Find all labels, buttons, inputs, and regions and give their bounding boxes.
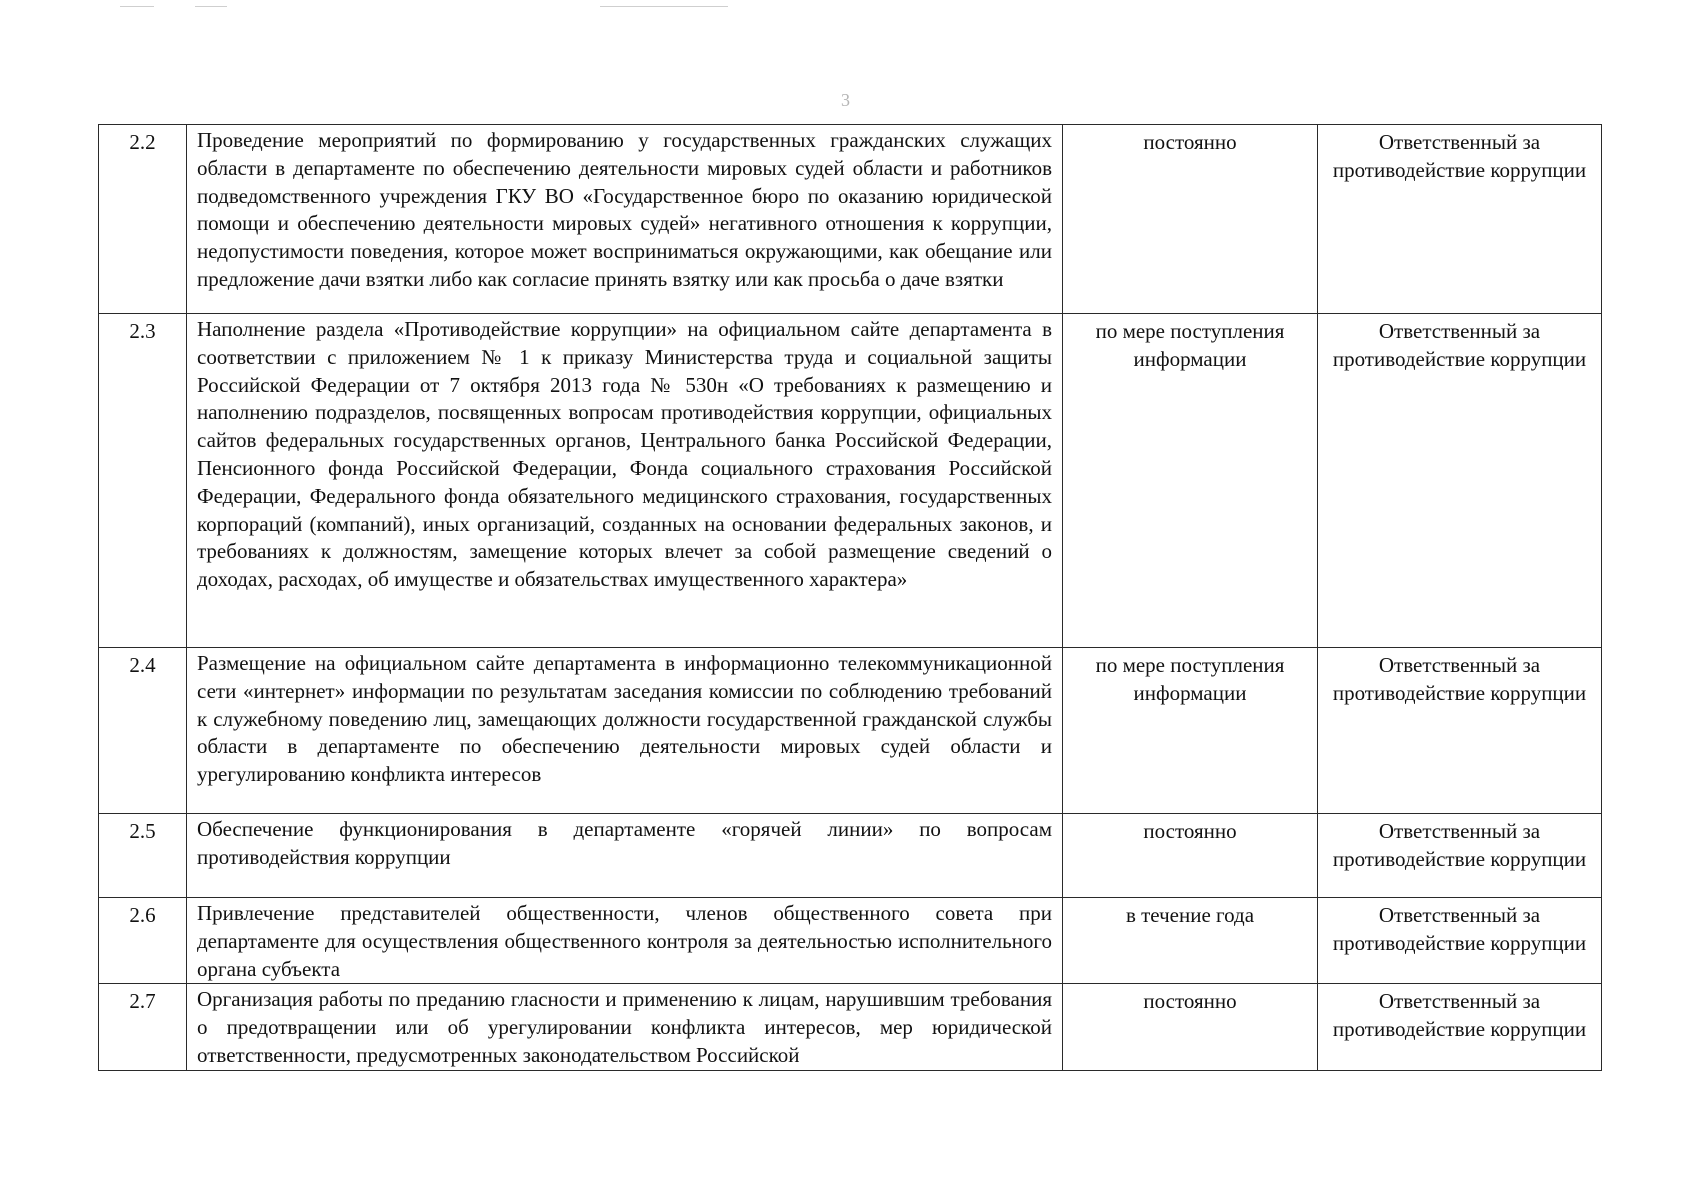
scan-artifact-lines <box>120 6 820 8</box>
table-row <box>99 125 1602 314</box>
measure-term: постоянно <box>1063 984 1318 1070</box>
measure-description: Организация работы по преданию гласности и применению к лицам, нарушившим требования о предотвращении или об урегулировании конфликта интересов, мер юридической ответственности, предусмотренных законодательством Российской <box>187 984 1063 1070</box>
row-number: 2.7 <box>99 984 187 1070</box>
row-number: 2.5 <box>99 814 187 898</box>
measure-responsible: Ответственный за противодействие коррупции <box>1318 314 1602 648</box>
measure-term: по мере поступления информации <box>1063 314 1318 648</box>
measure-responsible: Ответственный за противодействие коррупции <box>1318 814 1602 898</box>
row-number: 2.2 <box>99 125 187 314</box>
table-row <box>99 984 1602 1070</box>
row-number: 2.3 <box>99 314 187 648</box>
table-row <box>99 814 1602 898</box>
measure-term: постоянно <box>1063 125 1318 314</box>
measure-description: Привлечение представителей общественности, членов общественного совета при департаменте для осуществления общественного контроля за деятельностью исполнительного органа субъекта <box>187 898 1063 984</box>
table-row <box>99 898 1602 984</box>
row-number: 2.6 <box>99 898 187 984</box>
table-row <box>99 314 1602 648</box>
table-row <box>99 648 1602 814</box>
measure-responsible: Ответственный за противодействие коррупции <box>1318 984 1602 1070</box>
measure-term: постоянно <box>1063 814 1318 898</box>
measure-term: в течение года <box>1063 898 1318 984</box>
measure-responsible: Ответственный за противодействие коррупции <box>1318 648 1602 814</box>
measure-description: Размещение на официальном сайте департамента в информационно телекоммуникационной сети «интернет» информации по результатам заседания комиссии по соблюдению требований к служебному поведению лиц, замещающих должности государственной гражданской службы области в департаменте по обеспечению деятельности мировых судей области и урегулированию конфликта интересов <box>187 648 1063 814</box>
page-number: 3 <box>841 90 850 110</box>
measure-description: Проведение мероприятий по формированию у государственных гражданских служащих области в департаменте по обеспечению деятельности мировых судей области и работников подведомственного учреждения ГКУ ВО «Государственное бюро по оказанию юридической помощи и обеспечению деятельности мировых судей» негативного отношения к коррупции, недопустимости поведения, которое может восприниматься окружающими, как обещание или предложение дачи взятки либо как согласие принять взятку или как просьба о даче взятки <box>187 125 1063 314</box>
measure-responsible: Ответственный за противодействие коррупции <box>1318 898 1602 984</box>
measures-table <box>98 124 1602 1071</box>
measure-description: Обеспечение функционирования в департаменте «горячей линии» по вопросам противодействия коррупции <box>187 814 1063 898</box>
measure-responsible: Ответственный за противодействие коррупции <box>1318 125 1602 314</box>
row-number: 2.4 <box>99 648 187 814</box>
measure-description: Наполнение раздела «Противодействие коррупции» на официальном сайте департамента в соответствии с приложением № 1 к приказу Министерства труда и социальной защиты Российской Федерации от 7 октября 2013 года № 530н «О требованиях к размещению и наполнению подразделов, посвященных вопросам противодействия коррупции, официальных сайтов федеральных государственных органов, Центрального банка Российской Федерации, Пенсионного фонда Российской Федерации, Фонда социального страхования Российской Федерации, Федерального фонда обязательного медицинского страхования, государственных корпораций (компаний), иных организаций, созданных на основании федеральных законов, и требованиях к должностям, замещение которых влечет за собой размещение сведений о доходах, расходах, об имуществе и обязательствах имущественного характера» <box>187 314 1063 648</box>
measure-term: по мере поступления информации <box>1063 648 1318 814</box>
